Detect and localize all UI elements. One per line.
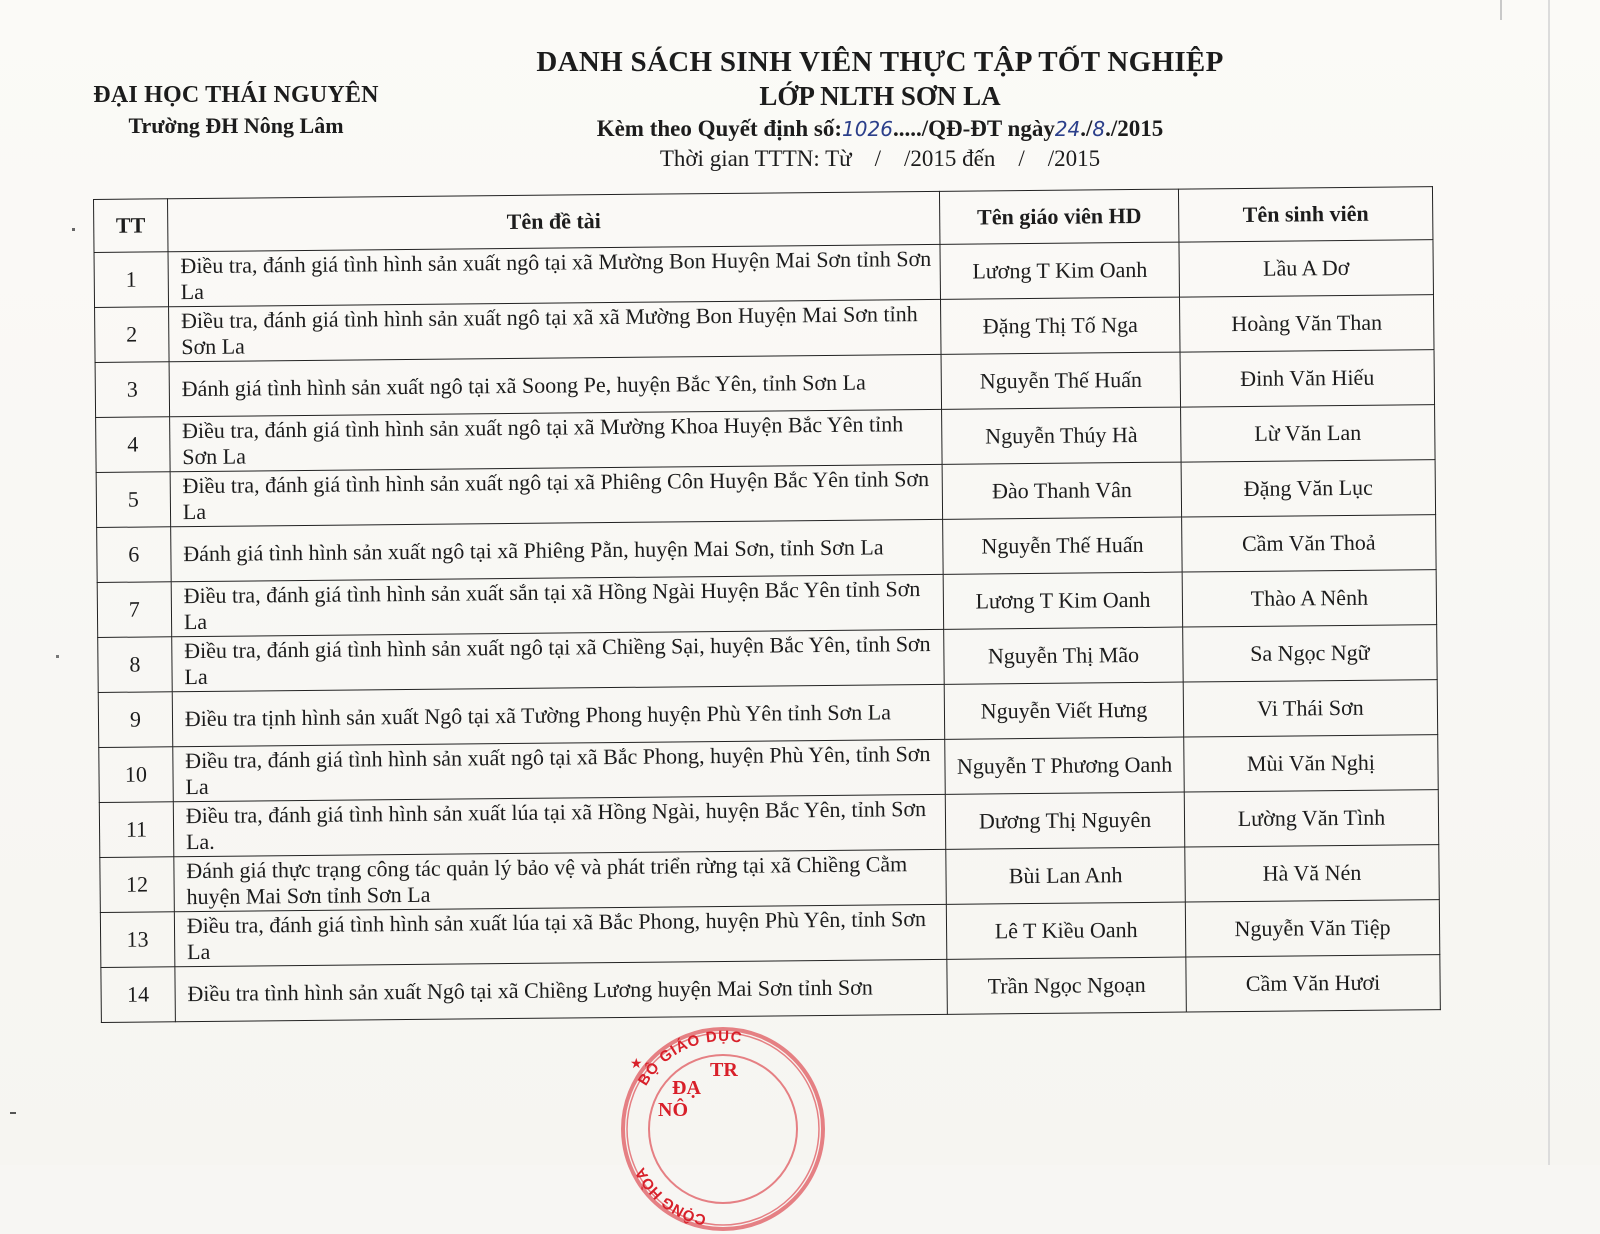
row-student: Nguyễn Văn Tiệp xyxy=(1185,900,1440,957)
svg-text:★: ★ xyxy=(630,1056,643,1072)
row-topic: Điều tra, đánh giá tình hình sản xuất ngô tại xã xã Mường Bon Huyện Mai Sơn tỉnh Sơn La xyxy=(168,299,941,361)
document-title: DANH SÁCH SINH VIÊN THỰC TẬP TỐT NGHIỆP xyxy=(536,46,1224,78)
row-number: 7 xyxy=(97,582,171,638)
row-number: 13 xyxy=(100,912,174,968)
row-teacher: Đặng Thị Tố Nga xyxy=(941,297,1180,354)
row-student: Sa Ngọc Ngữ xyxy=(1183,625,1438,682)
row-number: 5 xyxy=(96,472,170,528)
row-topic: Điều tra, đánh giá tình hình sản xuất ngô tại xã Chiềng Sại, huyện Bắc Yên, tỉnh Sơn La xyxy=(172,629,945,691)
row-teacher: Nguyễn Thế Huấn xyxy=(943,517,1182,574)
row-topic: Điều tra, đánh giá tình hình sản xuất ngô tại xã Bắc Phong, huyện Phù Yên, tỉnh Sơn La xyxy=(173,739,946,801)
red-seal-stamp xyxy=(618,1024,828,1234)
scan-edge-line xyxy=(1548,0,1550,1165)
row-topic: Đánh giá tình hình sản xuất ngô tại xã Phiêng Pằn, huyện Mai Sơn, tỉnh Sơn La xyxy=(170,519,943,581)
row-teacher: Dương Thị Nguyên xyxy=(946,792,1185,849)
decision-month: 8 xyxy=(1092,117,1106,141)
table-body xyxy=(94,240,1440,1023)
decision-middle: ...../QĐ-ĐT ngày xyxy=(892,116,1055,141)
row-teacher: Nguyễn Thế Huấn xyxy=(941,352,1180,409)
row-number: 11 xyxy=(99,802,173,858)
university-name: ĐẠI HỌC THÁI NGUYÊN xyxy=(93,82,379,108)
row-number: 1 xyxy=(94,252,168,308)
document-heading xyxy=(480,46,1280,172)
row-topic: Điều tra, đánh giá tình hình sản xuất ngô tại xã Mường Khoa Huyện Bắc Yên tỉnh Sơn La xyxy=(169,409,942,471)
svg-text:CỘNG HÒA: CỘNG HÒA xyxy=(631,1164,708,1229)
svg-text:TR: TR xyxy=(710,1059,738,1081)
row-topic: Điều tra tình hình sản xuất Ngô tại xã Chiềng Lương huyện Mai Sơn tỉnh Sơn xyxy=(175,959,948,1021)
class-name: LỚP NLTH SƠN LA xyxy=(759,81,1001,111)
row-teacher: Nguyễn Thị Mão xyxy=(944,627,1183,684)
row-topic: Điều tra, đánh giá tình hình sản xuất lúa tại xã Hồng Ngài, huyện Bắc Yên, tỉnh Sơn La. xyxy=(173,794,946,856)
row-student: Lừ Văn Lan xyxy=(1180,405,1435,462)
table-row xyxy=(101,955,1440,1023)
row-number: 4 xyxy=(96,417,170,473)
scan-speck xyxy=(56,655,59,658)
row-student: Đinh Văn Hiếu xyxy=(1180,350,1435,407)
row-number: 6 xyxy=(97,527,171,583)
decision-day: 24 xyxy=(1054,117,1081,141)
school-name: Trường ĐH Nông Lâm xyxy=(128,113,344,138)
row-teacher: Nguyễn Thúy Hà xyxy=(942,407,1181,464)
decision-prefix: Kèm theo Quyết định số: xyxy=(596,116,843,141)
header-topic: Tên đề tài xyxy=(167,191,940,251)
scan-speck xyxy=(72,228,75,231)
decision-separator: ./ xyxy=(1080,116,1093,141)
row-teacher: Đào Thanh Vân xyxy=(942,462,1181,519)
row-teacher: Trần Ngọc Ngoạn xyxy=(947,957,1186,1014)
decision-year: ./2015 xyxy=(1105,116,1164,141)
row-teacher: Lương T Kim Oanh xyxy=(943,572,1182,629)
decision-number: 1026 xyxy=(842,117,893,141)
row-number: 8 xyxy=(98,637,172,693)
row-student: Cầm Văn Thoả xyxy=(1182,515,1437,572)
row-number: 3 xyxy=(95,362,169,418)
row-topic: Điều tra tịnh hình sản xuất Ngô tại xã Tường Phong huyện Phù Yên tỉnh Sơn La xyxy=(172,684,945,746)
row-topic: Điều tra, đánh giá tình hình sản xuất ngô tại xã Phiêng Côn Huyện Bắc Yên tỉnh Sơn La xyxy=(170,464,943,526)
row-student: Đặng Văn Lục xyxy=(1181,460,1436,517)
row-student: Cầm Văn Hươi xyxy=(1186,955,1441,1012)
scan-speck xyxy=(10,1112,16,1114)
issuer-block xyxy=(86,82,386,139)
header-tt: TT xyxy=(94,199,168,253)
row-student: Lầu A Dơ xyxy=(1179,240,1434,297)
row-student: Vi Thái Sơn xyxy=(1183,680,1438,737)
row-number: 2 xyxy=(95,307,169,363)
row-student: Mùi Văn Nghị xyxy=(1184,735,1439,792)
row-student: Hà Vă Nén xyxy=(1185,845,1440,902)
row-topic: Đánh giá thực trạng công tác quản lý bảo vệ và phát triển rừng tại xã Chiềng Cằm huyện Mai Sơn tỉnh Sơn La xyxy=(174,849,947,911)
row-teacher: Lê T Kiều Oanh xyxy=(947,902,1186,959)
row-topic: Điều tra, đánh giá tình hình sản xuất lúa tại xã Bắc Phong, huyện Phù Yên, tỉnh Sơn La xyxy=(174,904,947,966)
header-student: Tên sinh viên xyxy=(1178,187,1433,242)
row-number: 10 xyxy=(99,747,173,803)
scan-edge-line xyxy=(1500,0,1502,20)
student-list-table xyxy=(93,186,1441,1023)
svg-text:ĐẠ: ĐẠ xyxy=(672,1077,701,1099)
row-topic: Điều tra, đánh giá tình hình sản xuất sắn tại xã Hồng Ngài Huyện Bắc Yên tỉnh Sơn La xyxy=(171,574,944,636)
svg-text:BỘ GIÁO DỤC: BỘ GIÁO DỤC xyxy=(634,1027,744,1089)
row-teacher: Nguyễn T Phương Oanh xyxy=(945,737,1184,794)
row-number: 12 xyxy=(100,857,174,913)
row-teacher: Nguyễn Viết Hưng xyxy=(944,682,1183,739)
row-student: Thào A Nênh xyxy=(1182,570,1437,627)
row-number: 9 xyxy=(98,692,172,748)
header-teacher: Tên giáo viên HD xyxy=(940,189,1179,244)
internship-period: Thời gian TTTN: Từ / /2015 đến / /2015 xyxy=(659,146,1101,171)
row-topic: Điều tra, đánh giá tình hình sản xuất ngô tại xã Mường Bon Huyện Mai Sơn tỉnh Sơn La xyxy=(168,244,941,306)
row-topic: Đánh giá tình hình sản xuất ngô tại xã Soong Pe, huyện Bắc Yên, tỉnh Sơn La xyxy=(169,354,942,416)
row-student: Hoàng Văn Than xyxy=(1179,295,1434,352)
decision-line xyxy=(480,116,1280,142)
row-teacher: Bùi Lan Anh xyxy=(946,847,1185,904)
row-number: 14 xyxy=(101,967,175,1023)
row-student: Lường Văn Tình xyxy=(1184,790,1439,847)
svg-text:NÔ: NÔ xyxy=(658,1099,688,1121)
row-teacher: Lương T Kim Oanh xyxy=(940,242,1179,299)
